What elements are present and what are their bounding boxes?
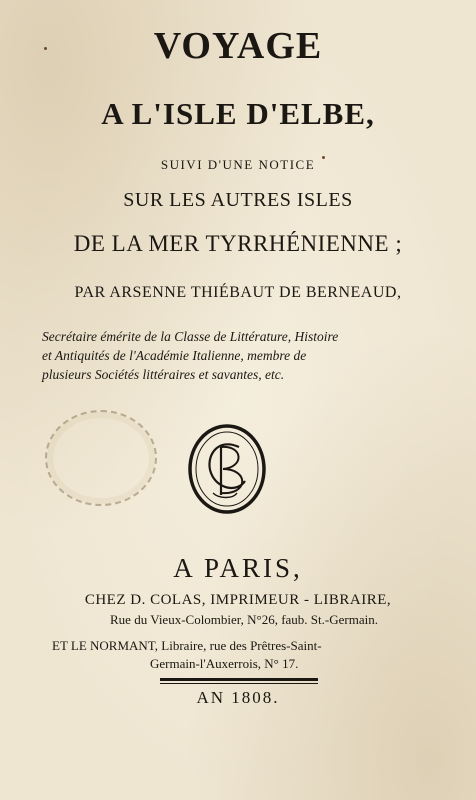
imprint-publisher: CHEZ D. COLAS, IMPRIMEUR - LIBRAIRE,: [84, 592, 392, 608]
subtitle-line-1: SUIVI D'UNE NOTICE: [160, 157, 316, 172]
monogram-seal-icon: [187, 423, 267, 520]
author-line: PAR ARSENNE THIÉBAUT DE BERNEAUD,: [74, 284, 402, 301]
imprint-address: Rue du Vieux-Colombier, N°26, faub. St.-Germain.: [110, 612, 378, 627]
imprint-second-publisher: ET LE NORMANT, Libraire, rue des Prêtres-Saint-: [52, 638, 322, 653]
double-rule-thick: [160, 678, 318, 681]
faded-library-stamp: [45, 410, 157, 506]
author-credit-3: plusieurs Sociétés littéraires et savantes, etc.: [42, 367, 285, 382]
imprint-year: AN 1808.: [196, 688, 280, 707]
author-credit-1: Secrétaire émérite de la Classe de Littérature, Histoire: [42, 329, 339, 344]
title-line-1: VOYAGE: [153, 25, 323, 67]
paper-speck: [322, 156, 325, 159]
subtitle-line-3: DE LA MER TYRRHÉNIENNE ;: [73, 231, 403, 256]
double-rule-thin: [160, 683, 318, 684]
author-credit-2: et Antiquités de l'Académie Italienne, membre de: [42, 348, 307, 363]
imprint-city: A PARIS,: [173, 553, 303, 583]
imprint-second-address: Germain-l'Auxerrois, N° 17.: [150, 656, 299, 671]
paper-speck: [44, 47, 47, 50]
title-line-2: A L'ISLE D'ELBE,: [101, 96, 375, 131]
subtitle-line-2: SUR LES AUTRES ISLES: [123, 189, 353, 211]
